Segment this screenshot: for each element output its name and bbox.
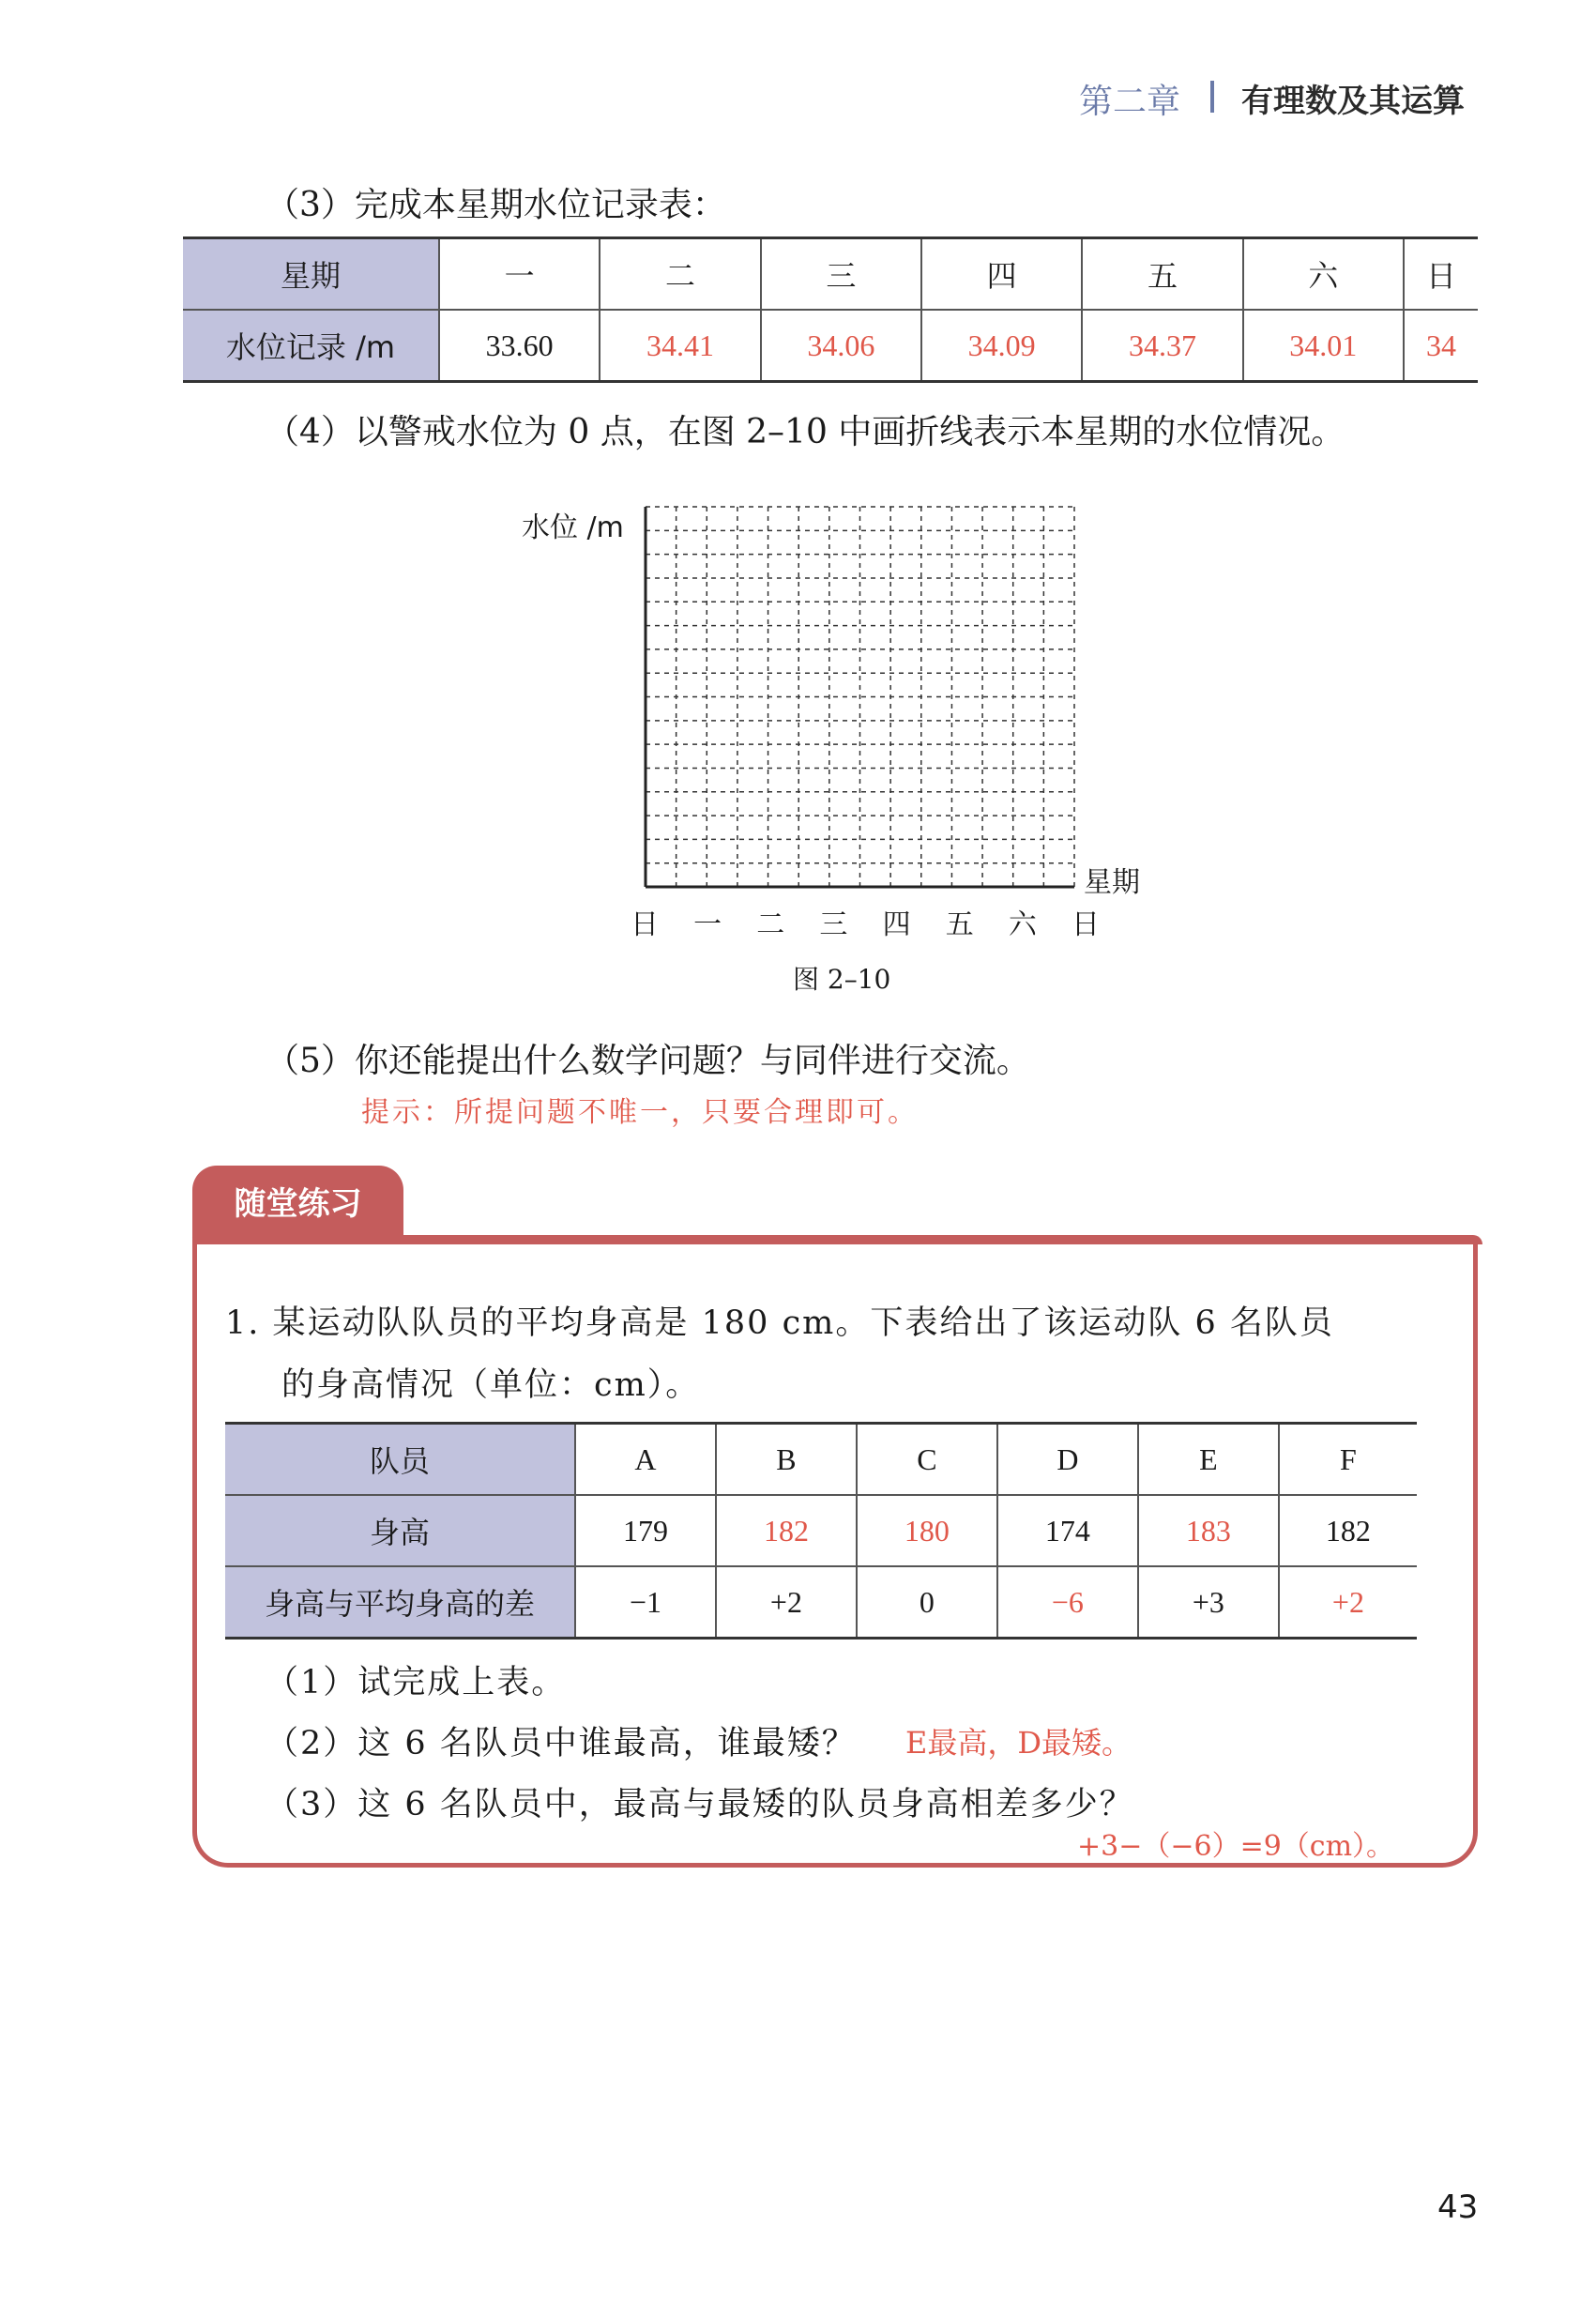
value-cell: 33.60 <box>439 310 600 382</box>
practice-tab: 随堂练习 <box>192 1166 403 1243</box>
table-header-cell: 身高 <box>225 1495 575 1566</box>
table-row <box>225 1424 1417 1496</box>
chart-x-label: 星期 <box>1084 866 1140 899</box>
table-header-cell: 星期 <box>183 238 439 311</box>
answer-cell: 183 <box>1138 1495 1279 1566</box>
x-tick: 四 <box>882 908 911 941</box>
day-cell: 四 <box>921 238 1082 311</box>
diff-cell: +3 <box>1138 1566 1279 1639</box>
x-tick: 三 <box>819 908 848 941</box>
x-tick: 二 <box>756 908 785 941</box>
question-4: （4）以警戒水位为 0 点，在图 2–10 中画折线表示本星期的水位情况。 <box>266 413 1345 451</box>
height-cell: 182 <box>1279 1495 1417 1566</box>
answer-cell: 34.01 <box>1243 310 1404 382</box>
table-header-cell: 队员 <box>225 1424 575 1496</box>
x-tick: 六 <box>1008 908 1037 941</box>
diff-cell: +2 <box>716 1566 857 1639</box>
sub-question-1: （1）试完成上表。 <box>266 1664 567 1701</box>
table-row <box>183 310 1478 382</box>
answer-cell: 34.37 <box>1082 310 1242 382</box>
member-cell: D <box>997 1424 1138 1496</box>
x-tick: 五 <box>945 908 974 941</box>
height-cell: 179 <box>575 1495 716 1566</box>
x-tick: 日 <box>631 908 659 941</box>
x-tick: 一 <box>693 908 722 941</box>
sub-question-2-answer: E最高，D最矮。 <box>905 1725 1132 1761</box>
blank-grid-chart <box>507 488 1107 910</box>
sub-question-3: （3）这 6 名队员中，最高与最矮的队员身高相差多少？ <box>266 1786 1134 1823</box>
page-number: 43 <box>1437 2189 1479 2226</box>
question-5-hint: 提示：所提问题不唯一，只要合理即可。 <box>361 1096 919 1129</box>
answer-cell: 180 <box>857 1495 997 1566</box>
member-cell: B <box>716 1424 857 1496</box>
chapter-title: 有理数及其运算 <box>1241 83 1465 120</box>
diff-cell: −1 <box>575 1566 716 1639</box>
diff-cell: 0 <box>857 1566 997 1639</box>
question-5: （5）你还能提出什么数学问题？与同伴进行交流。 <box>266 1042 1030 1080</box>
answer-cell: 34.06 <box>761 310 921 382</box>
answer-cell: 34.09 <box>921 310 1082 382</box>
member-cell: A <box>575 1424 716 1496</box>
answer-cell: 34 <box>1425 328 1456 362</box>
team-height-table <box>225 1422 1417 1640</box>
question-3: （3）完成本星期水位记录表： <box>266 186 726 224</box>
header-separator <box>1210 81 1214 113</box>
day-cell: 五 <box>1082 238 1242 311</box>
day-cell: 日 <box>1404 238 1478 311</box>
day-cell: 三 <box>761 238 921 311</box>
member-cell: F <box>1279 1424 1417 1496</box>
practice-problem-line-1: 1. 某运动队队员的平均身高是 180 cm。下表给出了该运动队 6 名队员 <box>225 1304 1334 1342</box>
answer-cell: −6 <box>997 1566 1138 1639</box>
member-cell: C <box>857 1424 997 1496</box>
table-row <box>225 1566 1417 1639</box>
figure-caption: 图 2–10 <box>793 964 891 995</box>
day-cell: 一 <box>439 238 600 311</box>
sub-question-2: （2）这 6 名队员中谁最高，谁最矮？ <box>266 1725 857 1762</box>
table-header-cell: 水位记录 /m <box>183 310 439 382</box>
answer-cell: +2 <box>1331 1584 1364 1619</box>
table-row <box>225 1495 1417 1566</box>
water-level-table <box>183 236 1478 383</box>
grid-lines <box>646 507 1074 887</box>
answer-cell: 182 <box>716 1495 857 1566</box>
day-cell: 六 <box>1243 238 1404 311</box>
answer-cell: 34.41 <box>600 310 760 382</box>
day-cell: 二 <box>600 238 760 311</box>
member-cell: E <box>1138 1424 1279 1496</box>
height-cell: 174 <box>997 1495 1138 1566</box>
practice-problem-line-2: 的身高情况（单位：cm）。 <box>281 1366 701 1404</box>
table-header-cell: 身高与平均身高的差 <box>225 1566 575 1639</box>
chart-y-label: 水位 /m <box>522 511 624 544</box>
x-tick-labels <box>631 901 1100 942</box>
sub-question-3-answer: +3−（−6）=9（cm）。 <box>1077 1830 1395 1863</box>
table-row <box>183 238 1478 311</box>
chapter-label: 第二章 <box>1079 83 1181 121</box>
x-tick: 日 <box>1071 908 1100 941</box>
